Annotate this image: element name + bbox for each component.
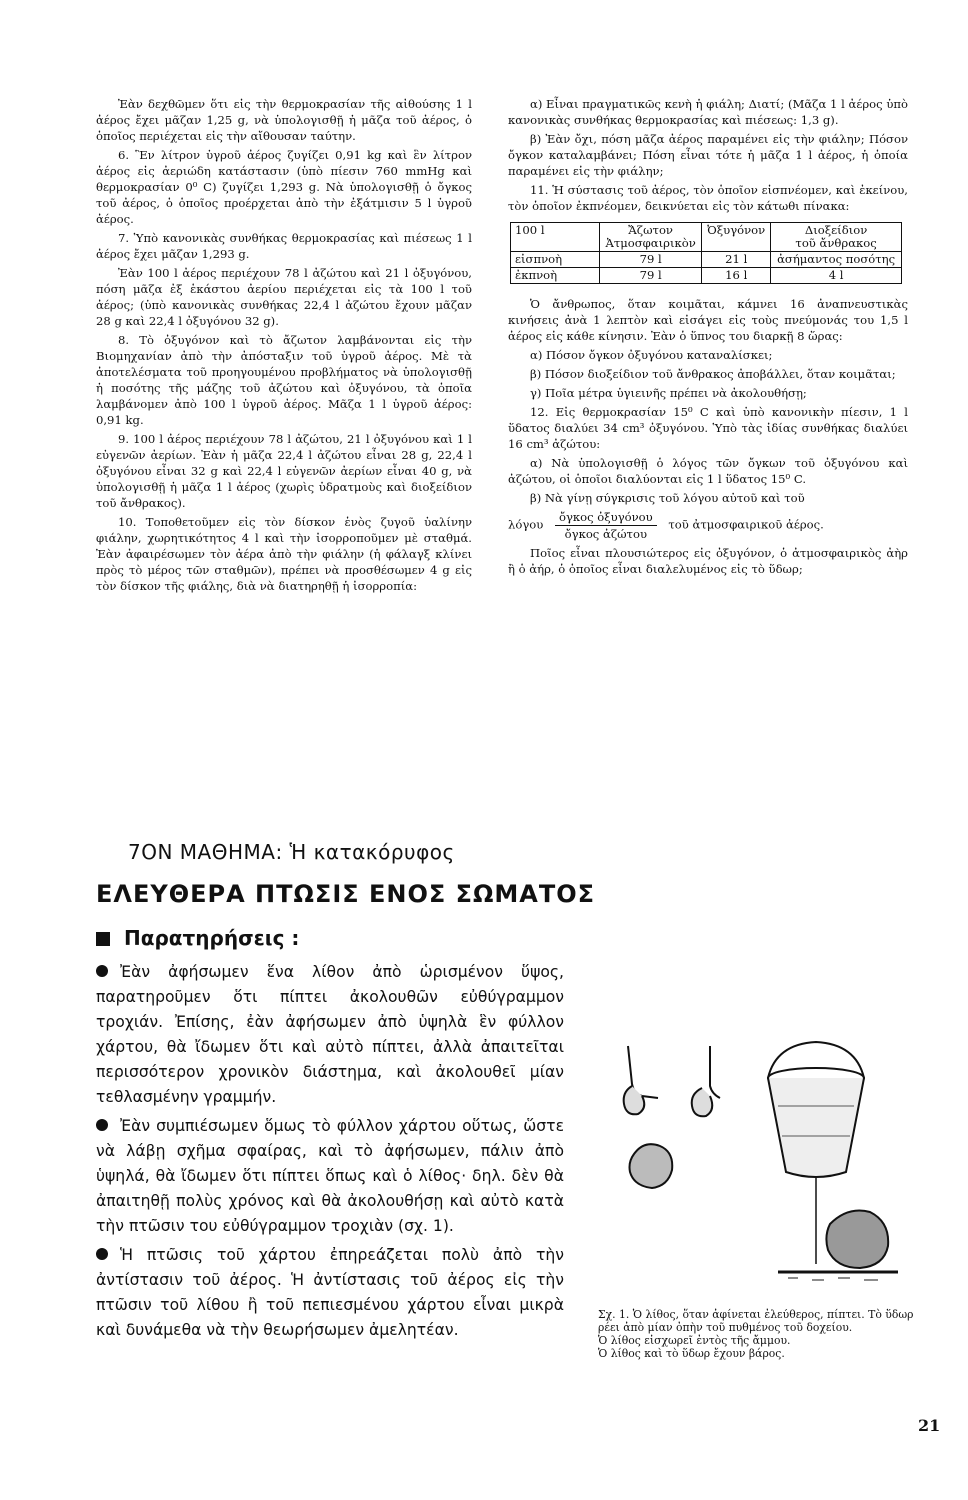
sub-question-b: β) Πόσον διοξείδιον τοῦ ἄνθρακος ἀποβάλλει, ὅταν κοιμᾶται; xyxy=(530,367,896,381)
problem-12: 12. Εἰς θερμοκρασίαν 15⁰ C καὶ ὑπὸ κανονικὴν πίεσιν, 1 l ὕδατος διαλύει 34 cm³ ὀξυγόνου. Ὑπὸ τὰς ἰδίας συνθήκας διαλύει 16 cm³ ἀζώτου: xyxy=(508,405,908,451)
problem-11-text: Ὁ ἄνθρωπος, ὅταν κοιμᾶται, κάμνει 16 ἀναπνευστικὰς κινήσεις ἀνὰ 1 λεπτὸν καὶ εἰσάγει εἰς τοὺς πνεύμονάς του 1,5 l ἀέρος εἰς κάθε κίνησιν. Ἐὰν ὁ ὕπνος του διαρκῇ 8 ὥρας: xyxy=(508,297,908,343)
table-header-row xyxy=(511,223,902,252)
sub-question-c: γ) Ποῖα μέτρα ὑγιεινῆς πρέπει νὰ ἀκολουθήσῃ; xyxy=(530,386,807,400)
problem-9: 9. 100 l ἀέρος περιέχουν 78 l ἀζώτου, 21 l ὀξυγόνου καὶ 1 l εὐγενῶν ἀερίων. Ἐὰν ἡ μᾶζα 22,4 l ἀζώτου εἶναι 28 g, 22,4 l ὀξυγόνου εἶναι 32 g καὶ 22,4 l εὐγενῶν ἀερίων εἶναι 40 g, νὰ ὑπολογισθῇ ἡ μᾶζα 1 l ἀέρος (χωρὶς ὑδρατμοὺς καὶ διοξείδιον τοῦ ἄνθρακος). xyxy=(96,432,472,510)
problem-11: 11. Ἡ σύστασις τοῦ ἀέρος, τὸν ὁποῖον εἰσπνέομεν, καὶ ἐκείνου, τὸν ὁποῖον ἐκπνέομεν, δεικνύεται εἰς τὸν κάτωθι πίνακα: xyxy=(508,183,908,213)
table-cell: 16 l xyxy=(702,268,771,284)
observation-item xyxy=(96,1243,564,1343)
header-text: Ἄζωτον xyxy=(628,223,673,237)
table-cell: ἀσήμαντος ποσότης xyxy=(771,252,902,268)
problem-7-text: Ἐὰν 100 l ἀέρος περιέχουν 78 l ἀζώτου καὶ 21 l ὀξυγόνου, πόση μᾶζα ἐξ ἑκάστου ἀερίου περιέχεται εἰς τὰ 100 l τοῦ ἀέρος; (ὑπὸ κανονικὰς συνθήκας 22,4 l ἀζώτου ἔχουν μᾶζαν 28 g καὶ 22,4 l ὀξυγόνου 32 g). xyxy=(96,266,472,328)
paper-ball-icon xyxy=(630,1144,673,1188)
problem-7: 7. Ὑπὸ κανονικὰς συνθήκας θερμοκρασίας καὶ πιέσεως 1 l ἀέρος ἔχει μᾶζαν 1,293 g. xyxy=(96,231,472,261)
ratio-suffix: τοῦ ἀτμοσφαιρικοῦ ἀέρος. xyxy=(668,517,824,532)
header-text: τοῦ ἄνθρακος xyxy=(795,236,877,250)
ratio-fraction xyxy=(555,509,657,542)
table-cell: 4 l xyxy=(771,268,902,284)
table-cell: 79 l xyxy=(600,268,702,284)
problem-12-c: Ποῖος εἶναι πλουσιώτερος εἰς ὀξυγόνον, ὁ ἀτμοσφαιρικὸς ἀὴρ ἢ ὁ ἀήρ, ὁ ὁποῖος εἶναι διαλελυμένος εἰς τὸ ὕδωρ; xyxy=(508,546,908,576)
paragraph: Ἐὰν δεχθῶμεν ὅτι εἰς τὴν θερμοκρασίαν τῆς αἰθούσης 1 l ἀέρος ἔχει μᾶζαν 1,25 g, νὰ ὑπολογισθῇ ἡ μᾶζα τοῦ ἀέρος, ὁ ὁποῖος περιέχεται εἰς τὴν αἴθουσαν ταύτην. xyxy=(96,97,472,143)
problem-12-b: β) Νὰ γίνῃ σύγκρισις τοῦ λόγου αὐτοῦ καὶ τοῦ xyxy=(530,491,805,505)
ratio-numerator: ὄγκος ὀξυγόνου xyxy=(555,509,657,526)
bullet-icon xyxy=(96,1119,108,1131)
lesson-heading: 7ΟΝ ΜΑΘΗΜΑ: Ἡ κατακόρυφος xyxy=(128,840,455,864)
composition-table xyxy=(510,222,902,284)
table-cell: 79 l xyxy=(600,252,702,268)
left-column xyxy=(96,96,472,597)
header-cell: 100 l xyxy=(511,223,600,252)
bullet-icon xyxy=(96,965,108,977)
sand-texture xyxy=(788,1278,878,1280)
table-cell: ἐκπνοὴ xyxy=(511,268,600,284)
table-cell: εἰσπνοὴ xyxy=(511,252,600,268)
ratio-denominator: ὄγκος ἀζώτου xyxy=(564,527,647,541)
question-b: β) Ἐὰν ὄχι, πόση μᾶζα ἀέρος παραμένει εἰς τὴν φιάλην; Πόσον ὄγκον καταλαμβάνει; Πόση εἶναι τότε ἡ μᾶζα 1 l ἀέρος, ἡ ὁποία παραμένει εἰς τὴν φιάλην; xyxy=(508,132,908,178)
header-cell xyxy=(600,223,702,252)
header-text: Ἀτμοσφαιρικὸν xyxy=(605,236,696,250)
table-cell: 21 l xyxy=(702,252,771,268)
observation-text: Ἡ πτῶσις τοῦ χάρτου ἐπηρεάζεται πολὺ ἀπὸ τὴν ἀντίστασιν τοῦ ἀέρος. Ἡ ἀντίστασις τοῦ ἀέρος εἰς τὴν πτῶσιν τοῦ λίθου ἢ τοῦ πεπιεσμένου χάρτου εἶναι μικρὰ καὶ δυνάμεθα νὰ τὴν θεωρήσωμεν ἀμελητέαν. xyxy=(96,1246,564,1339)
falling-bodies-figure xyxy=(598,1036,898,1306)
observation-item xyxy=(96,960,564,1110)
caption-line: Ὁ λίθος εἰσχωρεῖ ἐντὸς τῆς ἄμμου. xyxy=(598,1334,791,1347)
problem-12-a: α) Νὰ ὑπολογισθῇ ὁ λόγος τῶν ὄγκων τοῦ ὀξυγόνου καὶ ἀζώτου, οἱ ὁποῖοι διαλύονται εἰς 1 l ὕδατος 15⁰ C. xyxy=(508,456,908,486)
observation-text: Ἐὰν συμπιέσωμεν ὅμως τὸ φύλλον χάρτου οὕτως, ὥστε νὰ λάβῃ σχῆμα σφαίρας, καὶ τὸ ἀφήσωμεν, πάλιν ἀπὸ ὑψηλά, θὰ ἴδωμεν ὅτι πίπτει ὅπως καὶ ὁ λίθος· δηλ. δὲν θὰ ἀπαιτηθῇ πολὺς χρόνος καὶ θὰ ἀκολουθήσῃ καὶ αὐτὸ κατὰ τὴν πτῶσιν του εὐθύγραμμον τροχιὰν (σχ. 1). xyxy=(96,1117,564,1235)
square-bullet-icon xyxy=(96,932,110,946)
sub-question-a: α) Πόσον ὄγκον ὀξυγόνου καταναλίσκει; xyxy=(530,348,773,362)
problem-6: 6. Ἓν λίτρον ὑγροῦ ἀέρος ζυγίζει 0,91 kg καὶ ἓν λίτρον ἀέρος εἰς ἀεριώδη κατάστασιν (ὑπὸ πίεσιν 760 mmHg καὶ θερμοκρασίαν 0⁰ C) ζυγίζει 1,293 g. Νὰ ὑπολογισθῇ ὁ ὄγκος τοῦ ἀέρος, ὁ ὁποῖος προέρχεται ἀπὸ τὴν ἐξάτμισιν 5 l ὑγροῦ ἀέρος. xyxy=(96,148,472,226)
right-column xyxy=(508,96,908,580)
question-a: α) Εἶναι πραγματικῶς κενὴ ἡ φιάλη; Διατί; (Μᾶζα 1 l ἀέρος ὑπὸ κανονικὰς συνθήκας θερμοκρασίας καὶ πιέσεως: 1,3 g). xyxy=(508,97,908,127)
right-hand-icon xyxy=(692,1046,720,1116)
bucket-icon xyxy=(768,1042,864,1177)
caption-line: Σχ. 1. Ὁ λίθος, ὅταν ἀφίνεται ἐλεύθερος, πίπτει. Τὸ ὕδωρ ρέει ἀπὸ μίαν ὀπὴν τοῦ πυθμένος τοῦ δοχείου. xyxy=(598,1308,914,1334)
header-cell: Ὀξυγόνον xyxy=(702,223,771,252)
header-cell xyxy=(771,223,902,252)
stone-icon xyxy=(826,1211,888,1269)
page-title: ΕΛΕΥΘΕΡΑ ΠΤΩΣΙΣ ΕΝΟΣ ΣΩΜΑΤΟΣ xyxy=(96,880,596,908)
observations-body xyxy=(96,960,564,1347)
observations-heading xyxy=(96,926,299,950)
figure-caption xyxy=(598,1308,918,1360)
ratio-prefix: λόγου xyxy=(508,517,544,532)
caption-line: Ὁ λίθος καὶ τὸ ὕδωρ ἔχουν βάρος. xyxy=(598,1347,785,1360)
observations-heading-text: Παρατηρήσεις : xyxy=(124,926,300,950)
table-row xyxy=(511,252,902,268)
left-hand-icon xyxy=(624,1046,658,1114)
ratio-line xyxy=(508,509,908,542)
problem-10: 10. Τοποθετοῦμεν εἰς τὸν δίσκον ἑνὸς ζυγοῦ ὑαλίνην φιάλην, χωρητικότητος 4 l καὶ τὴν ἰσορροποῦμεν μὲ σταθμά. Ἐὰν ἀφαιρέσωμεν τὸν ἀέρα ἀπὸ τὴν φιάλην (ἡ φάλαγξ κλίνει πρὸς τὸ μέρος τῶν σταθμῶν), πρέπει νὰ προσθέσωμεν 4 g εἰς τὸν δίσκον τῆς φιάλης, διὰ νὰ διατηρηθῇ ἡ ἰσορροπία: xyxy=(96,515,472,593)
problem-8: 8. Τὸ ὀξυγόνον καὶ τὸ ἄζωτον λαμβάνονται εἰς τὴν Βιομηχανίαν ἀπὸ τὴν ἀπόσταξιν τοῦ ὑγροῦ ἀέρος. Μὲ τὰ ἀποτελέσματα τοῦ προηγουμένου προβλήματος νὰ ὑπολογισθῇ ἡ ποσότης τῆς μάζης τοῦ ἀζώτου καὶ ὀξυγόνου, τὰ ὁποῖα λαμβάνομεν ἀπὸ 100 l ὑγροῦ ἀέρος. Μᾶζα 1 l ὑγροῦ ἀέρος: 0,91 kg. xyxy=(96,333,472,427)
bullet-icon xyxy=(96,1248,108,1260)
table-row xyxy=(511,268,902,284)
observation-item xyxy=(96,1114,564,1239)
header-text: Διοξείδιον xyxy=(804,223,868,237)
page-number: 21 xyxy=(918,1416,941,1435)
observation-text: Ἐὰν ἀφήσωμεν ἕνα λίθον ἀπὸ ὡρισμένον ὕψος, παρατηροῦμεν ὅτι πίπτει ἀκολουθῶν εὐθύγραμμον τροχιάν. Ἐπίσης, ἐὰν ἀφήσωμεν ἀπὸ ὑψηλὰ ἓν φύλλον χάρτου, θὰ ἴδωμεν ὅτι καὶ αὐτὸ πίπτει, ἀλλὰ ἀπαιτεῖται περισσότερον χρονικὸν διάστημα, καὶ ἀκολουθεῖ μίαν τεθλασμένην γραμμήν. xyxy=(96,963,564,1106)
